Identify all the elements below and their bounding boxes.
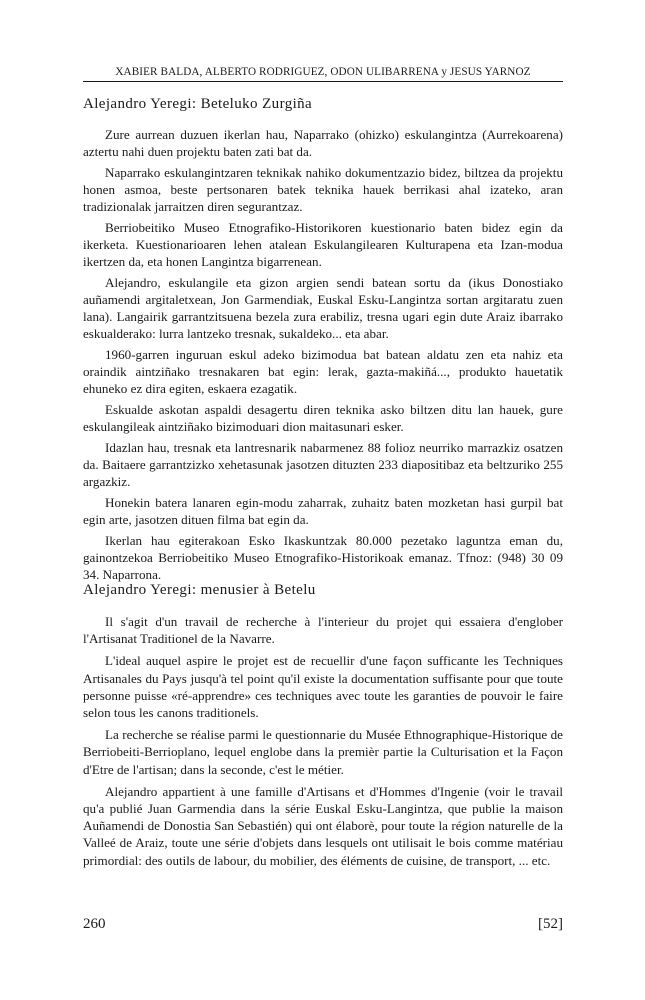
running-header: XABIER BALDA, ALBERTO RODRIGUEZ, ODON ULIBARRENA y JESUS YARNOZ [83, 66, 563, 82]
bracket-page-number: [52] [538, 916, 563, 932]
section-title-basque: Alejandro Yeregi: Beteluko Zurgiña [83, 96, 313, 112]
section-title-french: Alejandro Yeregi: menusier à Betelu [83, 582, 316, 598]
paragraph: Berriobeitiko Museo Etnografiko-Historikoren kuestionario baten bidez egin da ikerketa. Kuestionarioaren lehen atalean Eskulangilearen Kulturapena eta Izan-modua ikertzen da, eta honen Langintza bigarrenean. [83, 220, 563, 269]
paragraph: L'ideal auquel aspire le projet est de recuellir d'une façon sufficante les Techniques Artisanales du Pays jusqu'à tel point qu'il existe la documentation suffisante pour que toute personne puisse «ré-apprendre» ces techniques avec toute les garanties de pouvoir le faire selon tous les canons traditionels. [83, 653, 563, 721]
section-basque [83, 96, 563, 587]
section-french [83, 582, 563, 874]
paragraph: Eskualde askotan aspaldi desagertu diren teknika asko biltzen ditu lan hauek, gure eskulangileak aintziñako bizimoduari dion maitasunari esker. [83, 402, 563, 434]
paragraph: Honekin batera lanaren egin-modu zaharrak, zuhaitz baten mozketan hasi gurpil bat egin arte, jasotzen dituen filma bat egin da. [83, 495, 563, 527]
paragraph: Alejandro, eskulangile eta gizon argien sendi batean sortu da (ikus Donostiako auñamendi argitaletxean, Jon Garmendiak, Euskal Esku-Langintza sortan argitaratu zuen lana). Langairik garrantzitsuena bezela zura erabiliz, tresna ugari egin dute Araiz ibarrako eskualderako: lurra lantzeko tresnak, sukaldeko... eta abar. [83, 275, 563, 341]
paragraph: Il s'agit d'un travail de recherche à l'interieur du projet qui essaiera d'englober l'Artisanat Traditionel de la Navarre. [83, 614, 563, 647]
page-number: 260 [83, 916, 106, 932]
paragraph: Naparrako eskulangintzaren teknikak nahiko dokumentzazio bidez, biltzea da projektu honen asmoa, beste pertsonaren batek teknika hauek berrikasi ahal izateko, aran tradizionalak jarraitzen diren segurantzaz. [83, 165, 563, 214]
paragraph: Alejandro appartient à une famille d'Artisans et d'Hommes d'Ingenie (voir le travail qu'a publié Juan Garmendia dans la série Euskal Esku-Langintza, que publie la maison Auñamendi de Donostia San Sebastién) qui ont élaborè, pour toute la région naturelle de la Valleé de Araiz, toute une série d'objets dans lesquels ont utilisait le bois comme matériau primordial: des outils de labour, du mobilier, des éléments de cuisine, de transport, ... etc. [83, 783, 563, 868]
paragraph: Ikerlan hau egiterakoan Esko Ikaskuntzak 80.000 pezetako laguntza eman du, gainontzekoa Berriobeitiko Museo Etnografiko-Historikoak emanaz. Tfnoz: (948) 30 09 34. Naparrona. [83, 533, 563, 582]
paragraph: 1960-garren inguruan eskul adeko bizimodua bat batean aldatu zen eta nahiz eta oraindik aintziñako tresnakaren bat egin: lerak, gazta-makiñá..., produkto hauetatik ehuneko ez dira egiten, eskaera ezagatik. [83, 347, 563, 396]
paragraph: La recherche se réalise parmi le questionnarie du Musée Ethnographique-Historique de Berriobeiti-Berrioplano, lequel englobe dans la premièr partie la Culturisation et la Façon d'Etre de l'artisan; dans la seconde, c'est le métier. [83, 727, 563, 777]
paragraph: Idazlan hau, tresnak eta lantresnarik nabarmenez 88 folioz neurriko marrazkiz osatzen da. Baitaere garrantzizko xehetasunak jasotzen dituzten 233 diapositibaz eta beltzuriko 255 argazkiz. [83, 440, 563, 489]
paragraph: Zure aurrean duzuen ikerlan hau, Naparrako (ohizko) eskulangintza (Aurrekoarena) aztertu nahi duen projektu baten zati bat da. [83, 127, 563, 159]
